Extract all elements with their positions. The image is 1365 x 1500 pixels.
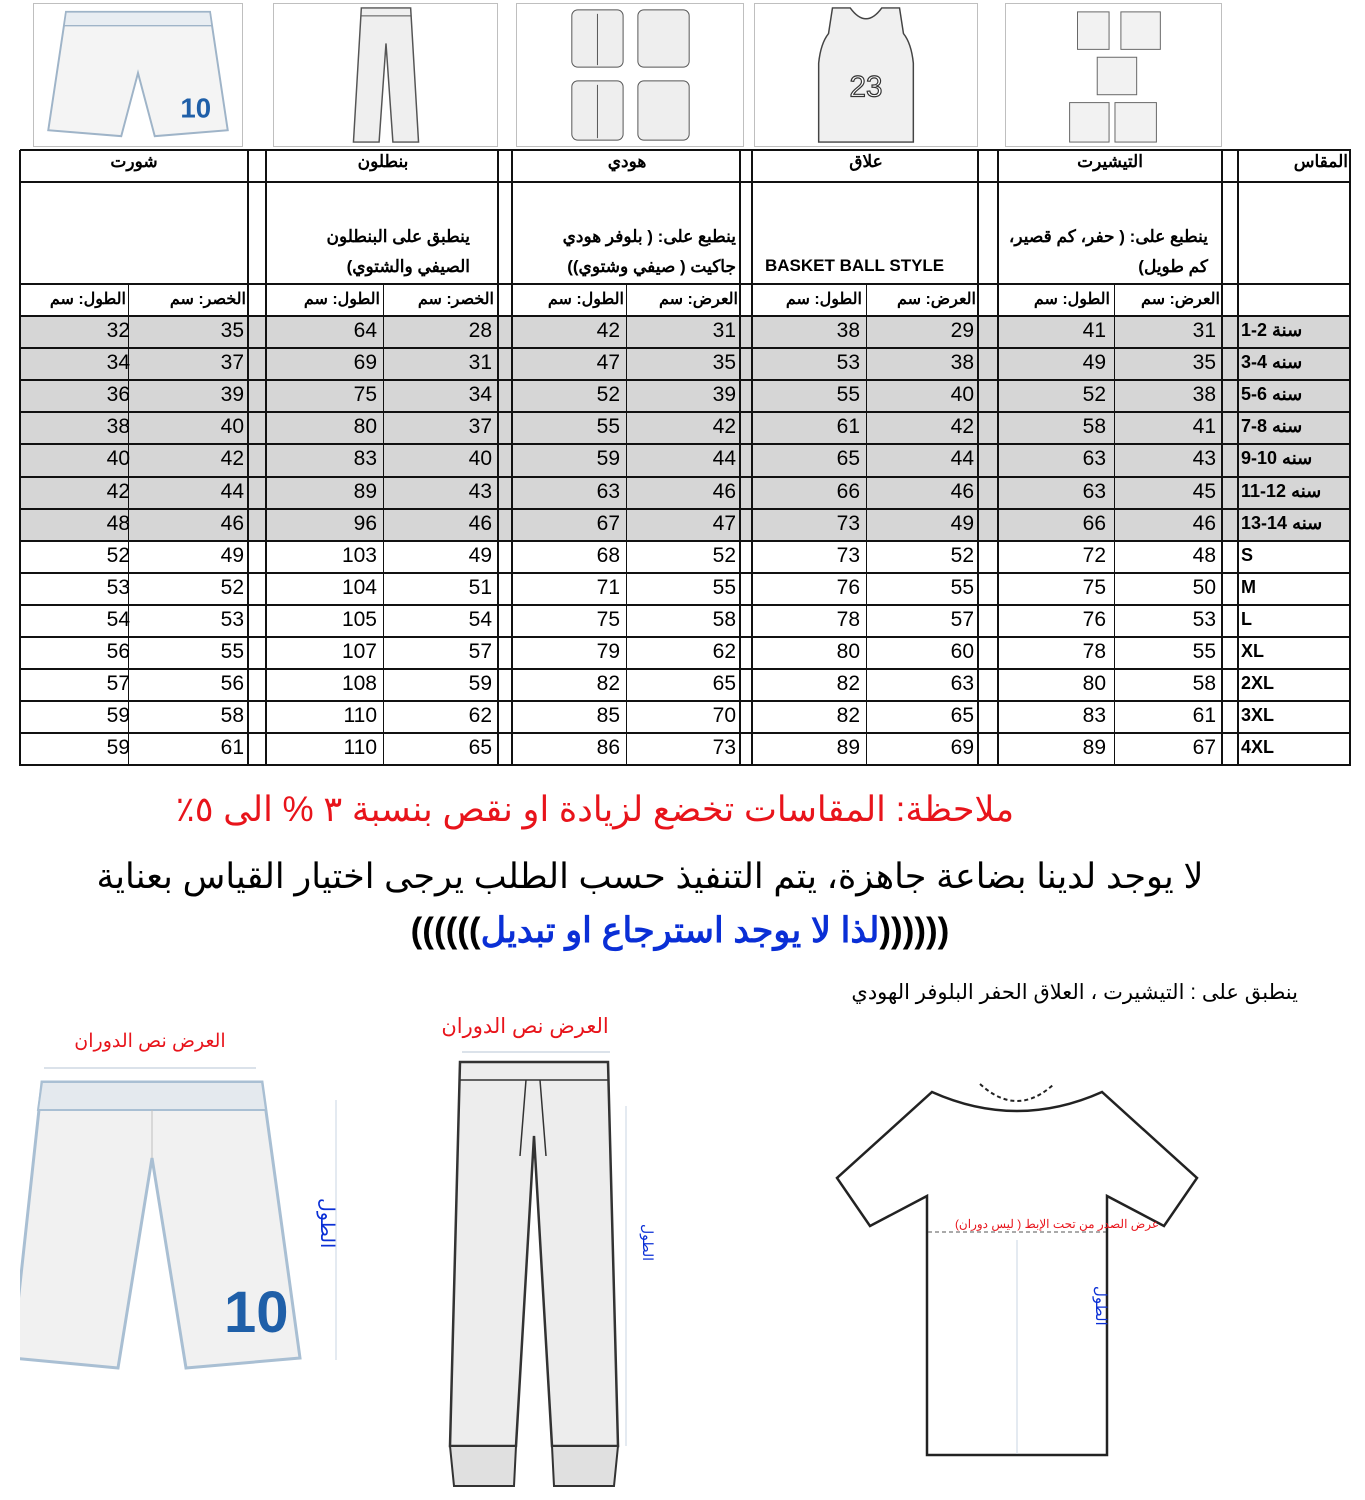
table-cell: 105 — [341, 607, 377, 631]
table-cell: 41 — [1192, 415, 1216, 439]
table-cell: 61 — [1192, 704, 1216, 728]
tank-width-subheader: العرض: سم — [896, 291, 976, 308]
table-cell: 51 — [468, 575, 492, 599]
table-cell: 55 — [1192, 640, 1216, 663]
table-hline — [20, 604, 1351, 606]
table-cell: 58 — [712, 607, 736, 631]
shorts-number: 10 — [224, 1280, 289, 1345]
table-cell: 40 — [950, 383, 974, 407]
table-cell: 66 — [1082, 511, 1106, 535]
table-cell: 40 — [106, 447, 130, 471]
tank-description: BASKET BALL STYLE — [765, 256, 945, 275]
no-returns-note — [330, 911, 1030, 951]
table-cell: 38 — [106, 415, 130, 439]
pants-length-subheader: الطول: سم — [303, 291, 380, 308]
table-cell: 38 — [1192, 383, 1216, 407]
table-hline — [20, 411, 1351, 413]
table-cell: 55 — [220, 640, 244, 663]
table-cell: 31 — [468, 351, 492, 375]
table-cell: 54 — [468, 607, 492, 631]
table-cell: 46 — [468, 511, 492, 535]
table-cell: 40 — [220, 415, 244, 439]
table-cell: 103 — [341, 543, 377, 567]
table-cell: 63 — [1082, 479, 1106, 503]
table-cell: 43 — [1192, 447, 1216, 471]
table-cell: 52 — [106, 543, 130, 567]
table-hline — [20, 347, 1351, 349]
table-cell: 39 — [220, 383, 244, 407]
table-cell: 89 — [1082, 736, 1106, 760]
table-cell: 42 — [712, 415, 736, 439]
table-cell: 63 — [950, 672, 974, 696]
size-label: L — [1241, 608, 1252, 629]
table-cell: 57 — [468, 640, 492, 663]
shorts-width-label: العرض نص الدوران — [74, 1031, 226, 1052]
table-vline — [497, 150, 499, 766]
table-cell: 68 — [596, 543, 620, 567]
table-cell: 32 — [106, 319, 130, 342]
table-cell: 44 — [220, 479, 244, 503]
table-cell: 82 — [836, 672, 860, 696]
table-cell: 35 — [1192, 351, 1216, 375]
table-cell: 42 — [950, 415, 974, 439]
header-size: المقاس — [1293, 152, 1348, 171]
table-cell: 31 — [1192, 319, 1216, 342]
table-cell: 55 — [836, 383, 860, 407]
table-cell: 104 — [341, 575, 377, 599]
table-cell: 47 — [712, 511, 736, 535]
table-cell: 58 — [1082, 415, 1106, 439]
table-cell: 65 — [468, 736, 492, 760]
table-cell: 46 — [1192, 511, 1216, 535]
table-cell: 73 — [836, 511, 860, 535]
table-cell: 82 — [836, 704, 860, 728]
table-cell: 80 — [1082, 672, 1106, 696]
table-cell: 75 — [353, 383, 377, 407]
size-label: سنه 6-5 — [1241, 384, 1303, 405]
table-cell: 47 — [596, 351, 620, 375]
table-cell: 96 — [353, 511, 377, 535]
table-cell: 78 — [836, 607, 860, 631]
table-cell: 89 — [836, 736, 860, 760]
table-cell: 36 — [106, 383, 130, 407]
table-cell: 48 — [1192, 543, 1216, 567]
size-label: 2XL — [1241, 673, 1275, 694]
table-vline — [1237, 150, 1239, 766]
size-label: سنه 12-11 — [1241, 480, 1322, 501]
shorts-length-label: الطول — [316, 1198, 337, 1249]
tshirt-diagram — [832, 1070, 1202, 1460]
table-cell: 62 — [712, 640, 736, 663]
table-cell: 58 — [220, 704, 244, 728]
table-cell: 57 — [950, 607, 974, 631]
table-vline — [511, 150, 513, 766]
table-cell: 110 — [343, 704, 377, 728]
table-cell: 85 — [596, 704, 620, 728]
table-cell: 82 — [596, 672, 620, 696]
table-hline — [20, 149, 1351, 151]
applies-to-note: ينطبق على : التيشيرت ، العلاق الحفر البلوفر الهودي — [851, 981, 1298, 1004]
table-cell: 42 — [220, 447, 244, 471]
table-cell: 59 — [596, 447, 620, 471]
table-cell: 34 — [106, 351, 130, 375]
table-cell: 42 — [106, 479, 130, 503]
table-cell: 28 — [468, 319, 492, 342]
table-cell: 62 — [468, 704, 492, 728]
hoodie-length-subheader: الطول: سم — [547, 291, 624, 308]
table-cell: 46 — [712, 479, 736, 503]
table-cell: 52 — [1082, 383, 1106, 407]
table-cell: 55 — [950, 575, 974, 599]
table-hline — [20, 540, 1351, 542]
header-hoodie: هودي — [607, 152, 647, 171]
table-cell: 52 — [712, 543, 736, 567]
size-label: سنه 10-9 — [1241, 448, 1313, 469]
tolerance-note: ملاحظة: المقاسات تخضع لزيادة او نقص بنسبة ٣ % الى ٥٪ — [175, 790, 1015, 829]
shorts-thumbnail — [33, 3, 243, 147]
table-cell: 70 — [712, 704, 736, 728]
table-cell: 83 — [1082, 704, 1106, 728]
table-cell: 49 — [950, 511, 974, 535]
table-cell: 61 — [220, 736, 244, 760]
table-cell: 63 — [596, 479, 620, 503]
table-cell: 79 — [596, 640, 620, 663]
table-cell: 80 — [353, 415, 377, 439]
table-cell: 45 — [1192, 479, 1216, 503]
table-cell: 55 — [712, 575, 736, 599]
table-hline — [20, 572, 1351, 574]
table-cell: 75 — [1082, 575, 1106, 599]
table-cell: 59 — [106, 736, 130, 760]
table-cell: 58 — [1192, 672, 1216, 696]
table-vline — [1221, 150, 1223, 766]
header-tank: علاق — [849, 152, 883, 171]
pants-thumbnail — [273, 3, 498, 147]
table-cell: 60 — [950, 640, 974, 663]
tshirt-set-thumbnail — [1005, 3, 1222, 147]
table-vline — [977, 150, 979, 766]
table-vline — [739, 150, 741, 766]
table-cell: 34 — [468, 383, 492, 407]
table-cell: 41 — [1082, 319, 1106, 342]
header-pants: بنطلون — [357, 152, 409, 171]
table-cell: 65 — [836, 447, 860, 471]
table-cell: 44 — [712, 447, 736, 471]
table-vline — [997, 150, 999, 766]
size-label: سنه 8-7 — [1241, 416, 1303, 437]
table-cell: 46 — [220, 511, 244, 535]
table-cell: 65 — [712, 672, 736, 696]
table-hline — [20, 732, 1351, 734]
tshirt-width-subheader: العرض: سم — [1140, 291, 1220, 308]
table-hline — [20, 181, 1351, 183]
table-cell: 67 — [1192, 736, 1216, 760]
pants-length-label: الطول — [640, 1224, 656, 1262]
table-cell: 31 — [712, 319, 736, 342]
tshirt-description: ينطبع على: ( حفر، كم قصير، كم طويل) — [1008, 227, 1208, 276]
table-cell: 69 — [950, 736, 974, 760]
pants-waist-subheader: الخصر: سم — [417, 291, 494, 308]
table-cell: 107 — [341, 640, 377, 663]
table-cell: 55 — [596, 415, 620, 439]
pants-description: ينطبق على البنطلون الصيفي والشتوي) — [326, 227, 470, 276]
table-cell: 69 — [353, 351, 377, 375]
table-cell: 50 — [1192, 575, 1216, 599]
table-cell: 72 — [1082, 543, 1106, 567]
svg-text:23: 23 — [849, 70, 883, 104]
tshirt-chest-label: عرض الصدر من تحت الإبط ( ليس دوران) — [954, 1217, 1160, 1231]
tank-length-subheader: الطول: سم — [785, 291, 862, 308]
table-cell: 49 — [1082, 351, 1106, 375]
size-label: XL — [1241, 641, 1265, 661]
table-cell: 43 — [468, 479, 492, 503]
table-cell: 42 — [596, 319, 620, 342]
shorts-waist-subheader: الخصر: سم — [169, 291, 246, 308]
no-returns-open: (((((( — [879, 911, 950, 950]
table-cell: 48 — [106, 511, 130, 535]
table-hline — [20, 508, 1351, 510]
table-cell: 52 — [220, 575, 244, 599]
table-cell: 76 — [836, 575, 860, 599]
table-cell: 73 — [712, 736, 736, 760]
shorts-number-small: 10 — [180, 92, 212, 124]
table-cell: 49 — [468, 543, 492, 567]
table-cell: 39 — [712, 383, 736, 407]
table-vline — [247, 150, 249, 766]
table-cell: 35 — [712, 351, 736, 375]
table-cell: 46 — [950, 479, 974, 503]
hoodie-description: ينطبع على: ( بلوفر هودي جاكيت ( صيفي وشتوي)) — [562, 227, 736, 276]
table-vline — [1349, 150, 1351, 766]
made-to-order-note: لا يوجد لدينا بضاعة جاهزة، يتم التنفيذ حسب الطلب يرجى اختيار القياس بعناية — [96, 857, 1204, 896]
table-cell: 83 — [353, 447, 377, 471]
table-cell: 76 — [1082, 607, 1106, 631]
table-cell: 80 — [836, 640, 860, 663]
table-cell: 38 — [836, 319, 860, 342]
shorts-length-subheader: الطول: سم — [49, 291, 126, 308]
table-cell: 59 — [468, 672, 492, 696]
table-cell: 53 — [106, 575, 130, 599]
no-returns-close: )))))) — [410, 911, 481, 950]
size-label: M — [1241, 576, 1256, 597]
table-cell: 29 — [950, 319, 974, 342]
table-cell: 89 — [353, 479, 377, 503]
table-cell: 38 — [950, 351, 974, 375]
table-cell: 54 — [106, 607, 130, 631]
table-cell: 86 — [596, 736, 620, 760]
size-label: S — [1241, 544, 1254, 565]
table-cell: 110 — [343, 736, 377, 760]
table-cell: 53 — [836, 351, 860, 375]
table-subcol-line — [1114, 284, 1115, 766]
table-cell: 56 — [220, 672, 244, 696]
table-cell: 67 — [596, 511, 620, 535]
table-subcol-line — [866, 284, 867, 766]
table-cell: 66 — [836, 479, 860, 503]
size-label: سنة 2-1 — [1241, 320, 1303, 340]
size-label: سنه 14-13 — [1241, 512, 1323, 533]
tshirt-length-subheader: الطول: سم — [1033, 291, 1110, 308]
table-cell: 49 — [220, 543, 244, 567]
table-vline — [751, 150, 753, 766]
table-cell: 64 — [353, 319, 377, 342]
table-hline — [20, 315, 1351, 317]
table-cell: 61 — [836, 415, 860, 439]
no-returns-text: لذا لا يوجد استرجاع او تبديل — [480, 911, 880, 950]
table-cell: 53 — [220, 607, 244, 631]
table-cell: 53 — [1192, 607, 1216, 631]
hoodie-thumbnail — [516, 3, 744, 147]
table-cell: 52 — [950, 543, 974, 567]
table-cell: 40 — [468, 447, 492, 471]
tshirt-length-label: الطول — [1092, 1286, 1109, 1326]
size-label: 3XL — [1241, 705, 1275, 726]
table-cell: 57 — [106, 672, 130, 696]
table-cell: 75 — [596, 607, 620, 631]
table-cell: 37 — [220, 351, 244, 375]
table-hline — [20, 443, 1351, 445]
table-cell: 63 — [1082, 447, 1106, 471]
pants-width-label: العرض نص الدوران — [441, 1015, 609, 1038]
table-hline — [20, 636, 1351, 638]
header-tshirt: التيشيرت — [1077, 152, 1143, 171]
table-cell: 65 — [950, 704, 974, 728]
hoodie-width-subheader: العرض: سم — [658, 291, 738, 308]
table-hline — [20, 283, 1351, 285]
table-hline — [20, 700, 1351, 702]
table-cell: 108 — [341, 672, 377, 696]
size-label: سنه 4-3 — [1241, 352, 1303, 373]
table-hline — [20, 476, 1351, 478]
table-cell: 56 — [106, 640, 130, 663]
table-cell: 52 — [596, 383, 620, 407]
table-cell: 35 — [220, 319, 244, 342]
jersey-thumbnail — [754, 3, 978, 147]
table-cell: 37 — [468, 415, 492, 439]
table-hline — [20, 668, 1351, 670]
table-hline — [20, 764, 1351, 766]
table-cell: 71 — [596, 575, 620, 599]
table-cell: 73 — [836, 543, 860, 567]
table-subcol-line — [383, 284, 384, 766]
pants-diagram — [440, 1046, 630, 1500]
table-cell: 44 — [950, 447, 974, 471]
table-vline — [19, 150, 21, 766]
size-label: 4XL — [1241, 737, 1275, 758]
table-cell: 78 — [1082, 640, 1106, 663]
table-cell: 59 — [106, 704, 130, 728]
table-vline — [265, 150, 267, 766]
table-hline — [20, 379, 1351, 381]
header-shorts: شورت — [110, 152, 158, 171]
table-subcol-line — [626, 284, 627, 766]
